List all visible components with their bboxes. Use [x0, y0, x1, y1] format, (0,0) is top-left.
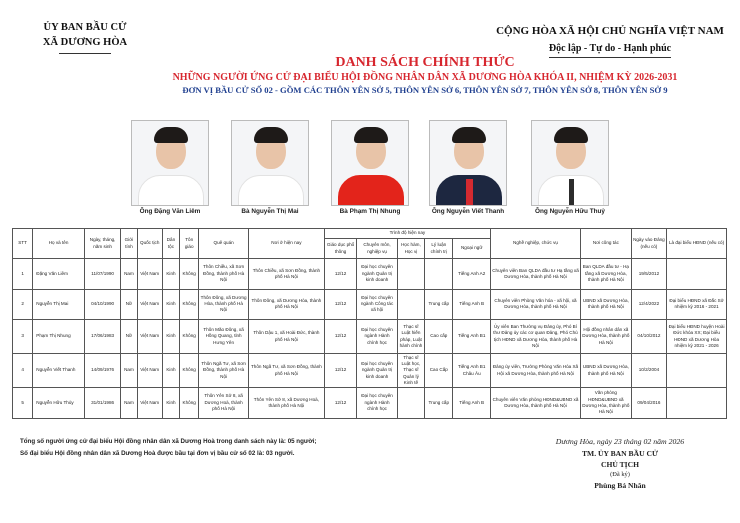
header-residence: Nơi ở hiện nay: [248, 229, 324, 259]
cell-residence: Thôn Đông, xã Dương Hòa, thành phố Hà Nội: [248, 289, 324, 320]
cell-stt: 3: [13, 320, 33, 354]
header-name: Họ và tên: [33, 229, 85, 259]
signing-organization: TM. ỦY BAN BẦU CỬ: [581, 449, 658, 458]
photo-caption: Ông Nguyễn Hữu Thuỷ: [535, 208, 605, 215]
table-row: [13, 289, 727, 320]
signing-date: Dương Hòa, ngày 23 tháng 02 năm 2026: [555, 437, 685, 446]
candidate-table: [12, 228, 727, 419]
cell-occupation: Chuyên viên Ban QLDA đầu tư Hạ tầng xã Dương Hòa, thành phố Hà Nội: [490, 259, 580, 290]
cell-party-date: 12/4/2022: [631, 289, 666, 320]
cell-hometown: Thôn Ngã Tư, xã Sơn Đồng, thành phố Hà Nội: [199, 354, 249, 388]
portrait-image: [331, 120, 409, 206]
cell-delegate: Đại biểu HĐND huyện Hoài Đức khóa XX; Đại biểu HĐND xã Dương Hòa nhiệm kỳ 2021 - 2026: [667, 320, 727, 354]
cell-nationality: Việt Nam: [137, 354, 162, 388]
page-subtitle: NHỮNG NGƯỜI ỨNG CỬ ĐẠI BIỂU HỘI ĐỒNG NHÂN DÂN XÃ DƯƠNG HÒA KHÓA II, NHIỆM KỲ 2026-2031: [172, 72, 678, 83]
cell-ethnicity: Kinh: [162, 320, 179, 354]
cell-nationality: Việt Nam: [137, 289, 162, 320]
portrait-image: [531, 120, 609, 206]
nation-name: CỘNG HÒA XÃ HỘI CHỦ NGHĨA VIỆT NAM: [496, 25, 724, 37]
cell-general-edu: 12/12: [324, 388, 356, 419]
cell-language: Tiếng Anh B: [453, 289, 490, 320]
cell-degree: Thạc sĩ Luật hiến pháp, Luật hành chính: [397, 320, 424, 354]
cell-occupation: Chuyên viên Phòng Văn hóa - xã hội, xã Dương Hòa, thành phố Hà Nội: [490, 289, 580, 320]
candidate-photo: [230, 120, 310, 215]
candidate-photos: [130, 120, 610, 220]
national-header: [490, 24, 730, 58]
cell-delegate: [667, 388, 727, 419]
signature-block: [540, 436, 700, 492]
photo-caption: Bà Phạm Thị Nhung: [339, 208, 401, 215]
cell-stt: 4: [13, 354, 33, 388]
table-row: [13, 259, 727, 290]
divider: [59, 53, 111, 54]
cell-ethnicity: Kinh: [162, 388, 179, 419]
candidate-photo: [130, 120, 210, 215]
cell-name: Nguyễn Hữu Thủy: [33, 388, 85, 419]
cell-political: Cao cấp: [425, 320, 453, 354]
summary-elected-seats: Số đại biểu Hội đồng nhân dân xã Dương Hoà được bầu tại đơn vị bầu cử số 02 là: 03 người.: [20, 450, 295, 457]
cell-degree: [397, 388, 424, 419]
org-line-1: ỦY BAN BẦU CỬ: [43, 22, 127, 33]
cell-nationality: Việt Nam: [137, 388, 162, 419]
photo-caption: Bà Nguyễn Thị Mai: [241, 208, 299, 215]
header-stt: STT: [13, 229, 33, 259]
portrait-image: [231, 120, 309, 206]
cell-name: Nguyễn Thị Mai: [33, 289, 85, 320]
cell-workplace: Văn phòng HĐND&UBND xã Dương Hòa, thành phố Hà Nội: [581, 388, 632, 419]
cell-specialty: Đại học chuyên ngành Hành chính học: [357, 388, 398, 419]
issuing-organization: [30, 20, 140, 54]
cell-language: Tiếng Anh B1 Châu Âu: [453, 354, 490, 388]
cell-party-date: 10/2/2004: [631, 354, 666, 388]
portrait-image: [131, 120, 209, 206]
cell-degree: Thạc sĩ Luật học, Thạc sĩ Quản lý Kinh tế: [397, 354, 424, 388]
cell-specialty: Đại học chuyên ngành Hành chính học: [357, 320, 398, 354]
cell-workplace: Hội đồng nhân dân xã Dương Hòa, thành phố Hà Nội: [581, 320, 632, 354]
cell-language: Tiếng Anh B: [453, 388, 490, 419]
header-dob: Ngày, tháng, năm sinh: [84, 229, 120, 259]
cell-dob: 14/09/1976: [84, 354, 120, 388]
cell-general-edu: 12/12: [324, 289, 356, 320]
signed-mark: (Đã ký): [610, 471, 630, 478]
cell-religion: Không: [180, 388, 199, 419]
document-titles: [0, 55, 740, 96]
cell-political: [425, 259, 453, 290]
cell-gender: Nữ: [121, 289, 137, 320]
electoral-unit: ĐƠN VỊ BẦU CỬ SỐ 02 - GỒM CÁC THÔN YÊN SỞ 5, THÔN YÊN SỞ 6, THÔN YÊN SỞ 7, THÔN YÊN SỞ 8, THÔN YÊN SỞ 9: [182, 85, 668, 95]
header-political: Lý luận chính trị: [425, 239, 453, 259]
header-party-date: Ngày vào Đảng (nếu có): [631, 229, 666, 259]
cell-occupation: Đảng ủy viên, Trưởng Phòng Văn Hóa Xã Hội xã Dương Hòa, thành phố Hà Nội: [490, 354, 580, 388]
candidate-photo: [428, 120, 508, 215]
cell-workplace: Ban QLDA đầu tư - Hạ tầng xã Dương Hòa, thành phố Hà Nội: [581, 259, 632, 290]
cell-religion: Không: [180, 259, 199, 290]
cell-delegate: [667, 354, 727, 388]
cell-degree: [397, 289, 424, 320]
cell-gender: Nam: [121, 354, 137, 388]
header-gender: Giới tính: [121, 229, 137, 259]
cell-hometown: Thôn Chiều, xã Sơn Đồng, thành phố Hà Nội: [199, 259, 249, 290]
candidate-photo: [330, 120, 410, 215]
cell-degree: [397, 259, 424, 290]
cell-stt: 1: [13, 259, 33, 290]
cell-specialty: Đại học chuyên ngành Công tác xã hội: [357, 289, 398, 320]
cell-political: Trung cấp: [425, 388, 453, 419]
cell-hometown: Thôn Mão Đông, xã Hồng Quang, tỉnh Hưng Yên: [199, 320, 249, 354]
cell-hometown: Thôn Yên Sở 8, xã Dương Hoà, thành phố Hà Nội: [199, 388, 249, 419]
header-religion: Tôn giáo: [180, 229, 199, 259]
header-general-edu: Giáo dục phổ thông: [324, 239, 356, 259]
cell-party-date: 19/5/2012: [631, 259, 666, 290]
cell-gender: Nữ: [121, 320, 137, 354]
cell-residence: Thôn Yên Sở 8, xã Dương Hoà, thành phố Hà Nội: [248, 388, 324, 419]
cell-ethnicity: Kinh: [162, 259, 179, 290]
photo-caption: Ông Đặng Văn Liêm: [139, 208, 201, 215]
cell-religion: Không: [180, 320, 199, 354]
cell-name: Đặng Văn Liêm: [33, 259, 85, 290]
cell-occupation: Chuyên viên Văn phòng HĐND&UBND xã Dương Hòa, thành phố Hà Nội: [490, 388, 580, 419]
page-title: DANH SÁCH CHÍNH THỨC: [335, 55, 515, 70]
cell-dob: 11/07/1990: [84, 259, 120, 290]
cell-language: Tiếng Anh A2: [453, 259, 490, 290]
cell-gender: Nam: [121, 259, 137, 290]
signer-title: CHỦ TỊCH: [600, 460, 640, 469]
header-degree: Học hàm, Học vị: [397, 239, 424, 259]
cell-dob: 31/01/1986: [84, 388, 120, 419]
cell-religion: Không: [180, 289, 199, 320]
cell-workplace: UBND xã Dương Hòa, thành phố Hà Nội: [581, 354, 632, 388]
cell-name: Phạm Thị Nhung: [33, 320, 85, 354]
cell-party-date: 04/10/2012: [631, 320, 666, 354]
photo-caption: Ông Nguyễn Viết Thanh: [431, 208, 505, 215]
table-row: [13, 354, 727, 388]
header-hometown: Quê quán: [199, 229, 249, 259]
cell-workplace: UBND xã Dương Hòa, thành phố Hà Nội: [581, 289, 632, 320]
cell-general-edu: 12/12: [324, 320, 356, 354]
cell-specialty: Đại học chuyên ngành Quản trị kinh doanh: [357, 259, 398, 290]
candidate-photo: [530, 120, 610, 215]
header-education-group: Trình độ hiện nay: [324, 229, 490, 239]
header-nationality: Quốc tịch: [137, 229, 162, 259]
cell-nationality: Việt Nam: [137, 320, 162, 354]
table-row: [13, 320, 727, 354]
cell-occupation: Ủy viên Ban Thường vụ Đảng ủy, Phó Bí thư Đảng ủy các cơ quan Đảng, Phó Chủ tịch HĐND xã Dương Hòa, thành phố Hà Nội: [490, 320, 580, 354]
cell-language: Tiếng Anh B1: [453, 320, 490, 354]
cell-dob: 17/06/1983: [84, 320, 120, 354]
header-workplace: Nơi công tác: [581, 229, 632, 259]
cell-general-edu: 12/12: [324, 259, 356, 290]
cell-delegate: Đại biểu HĐND xã Đắc Sở nhiệm kỳ 2016 - 2021: [667, 289, 727, 320]
org-line-2: XÃ DƯƠNG HÒA: [42, 37, 128, 48]
header-occupation: Nghề nghiệp, chức vụ: [490, 229, 580, 259]
cell-ethnicity: Kinh: [162, 289, 179, 320]
portrait-image: [429, 120, 507, 206]
header-delegate: Là đại biểu HĐND (nếu có): [667, 229, 727, 259]
cell-residence: Thôn Dậu 1, xã Hoài Đức, thành phố Hà Nội: [248, 320, 324, 354]
cell-delegate: [667, 259, 727, 290]
nation-motto: Độc lập - Tự do - Hạnh phúc: [549, 42, 671, 58]
cell-dob: 04/10/1990: [84, 289, 120, 320]
summary-total-candidates: Tổng số người ứng cử đại biểu Hội đồng nhân dân xã Dương Hoà trong danh sách này là: 05 người;: [20, 438, 317, 445]
cell-party-date: 09/04/2016: [631, 388, 666, 419]
header-language: Ngoại ngữ: [453, 239, 490, 259]
cell-political: Cao Cấp: [425, 354, 453, 388]
table-row: [13, 388, 727, 419]
cell-specialty: Đại học chuyên ngành Quản trị kinh doanh: [357, 354, 398, 388]
signer-name: Phùng Bá Nhân: [594, 481, 646, 490]
cell-stt: 5: [13, 388, 33, 419]
summary-notes: [20, 436, 317, 460]
cell-political: Trung cấp: [425, 289, 453, 320]
cell-residence: Thôn Ngã Tư, xã Sơn Đồng, thành phố Hà Nội: [248, 354, 324, 388]
cell-nationality: Việt Nam: [137, 259, 162, 290]
cell-gender: Nam: [121, 388, 137, 419]
cell-stt: 2: [13, 289, 33, 320]
header-ethnicity: Dân tộc: [162, 229, 179, 259]
cell-religion: Không: [180, 354, 199, 388]
cell-name: Nguyễn Viết Thanh: [33, 354, 85, 388]
cell-ethnicity: Kinh: [162, 354, 179, 388]
cell-hometown: Thôn Đông, xã Dương Hòa, thành phố Hà Nội: [199, 289, 249, 320]
cell-residence: Thôn Chiều, xã Sơn Đồng, thành phố Hà Nội: [248, 259, 324, 290]
cell-general-edu: 12/12: [324, 354, 356, 388]
header-specialty: Chuyên môn, nghiệp vụ: [357, 239, 398, 259]
